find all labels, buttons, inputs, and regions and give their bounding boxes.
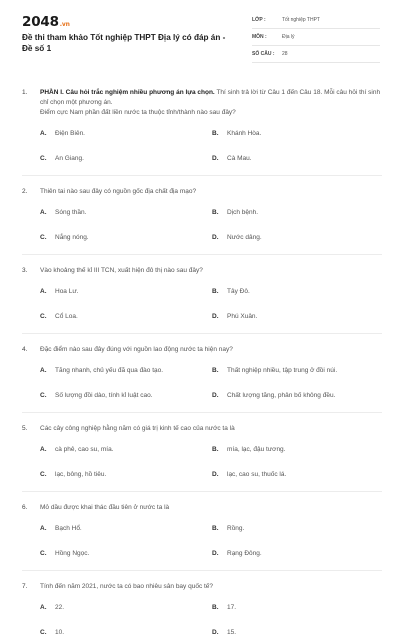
option-letter: D. bbox=[212, 234, 219, 241]
answer-option[interactable] bbox=[212, 312, 392, 321]
answer-option[interactable] bbox=[40, 208, 212, 217]
divider bbox=[22, 333, 382, 334]
option-letter: D. bbox=[212, 155, 219, 162]
option-text: mía, lạc, đậu tương. bbox=[227, 446, 286, 453]
option-text: Khánh Hòa. bbox=[227, 130, 262, 137]
answer-option[interactable] bbox=[40, 445, 212, 454]
option-letter: C. bbox=[40, 629, 47, 636]
question-item bbox=[22, 503, 382, 571]
option-text: Phú Xuân. bbox=[227, 313, 258, 320]
question-item bbox=[22, 88, 382, 176]
answer-option[interactable] bbox=[40, 470, 212, 479]
option-letter: D. bbox=[212, 313, 219, 320]
question-number: 5. bbox=[22, 425, 28, 432]
option-letter: D. bbox=[212, 550, 219, 557]
exam-meta bbox=[252, 12, 380, 63]
option-text: Nước dâng. bbox=[227, 234, 262, 241]
answer-option[interactable] bbox=[212, 391, 392, 400]
question-text: Vào khoảng thế kỉ III TCN, xuất hiện đô thị nào sau đây? bbox=[40, 267, 203, 274]
option-letter: A. bbox=[40, 130, 47, 137]
answer-option[interactable] bbox=[40, 524, 212, 533]
answer-option[interactable] bbox=[40, 129, 212, 138]
option-text: Chất lượng tăng, phân bố không đều. bbox=[227, 392, 336, 399]
option-text: Tăng nhanh, chủ yếu đã qua đào tạo. bbox=[55, 367, 164, 374]
answer-option[interactable] bbox=[40, 549, 212, 558]
answer-option[interactable] bbox=[212, 603, 392, 612]
answer-option[interactable] bbox=[212, 287, 392, 296]
question-number: 1. bbox=[22, 89, 28, 96]
logo-text: 2048 bbox=[22, 14, 59, 30]
answer-option[interactable] bbox=[40, 154, 212, 163]
part-intro bbox=[40, 88, 382, 108]
option-letter: C. bbox=[40, 234, 47, 241]
part-instruction: Thí sinh trả lời từ Câu 1 đến Câu 18. Mỗi câu hỏi thí sinh chỉ chọn một phương án. bbox=[40, 89, 381, 106]
question-number: 6. bbox=[22, 504, 28, 511]
question-text: Tính đến năm 2021, nước ta có bao nhiêu sân bay quốc tế? bbox=[40, 583, 214, 590]
option-letter: C. bbox=[40, 471, 47, 478]
meta-value: Tốt nghiệp THPT bbox=[282, 17, 320, 23]
option-letter: B. bbox=[212, 446, 219, 453]
divider bbox=[22, 491, 382, 492]
meta-key: LỚP : bbox=[252, 17, 266, 23]
divider bbox=[22, 254, 382, 255]
meta-row-class bbox=[252, 12, 380, 29]
question-number: 2. bbox=[22, 188, 28, 195]
option-text: 10. bbox=[55, 629, 65, 636]
question-item bbox=[22, 582, 382, 637]
answer-option[interactable] bbox=[212, 445, 392, 454]
question-item bbox=[22, 187, 382, 255]
answer-option[interactable] bbox=[40, 391, 212, 400]
meta-row-subject bbox=[252, 29, 380, 46]
option-text: Rồng. bbox=[227, 525, 245, 532]
question-list bbox=[22, 88, 382, 637]
answer-options bbox=[40, 603, 382, 637]
logo-suffix: .vn bbox=[59, 21, 70, 28]
option-letter: D. bbox=[212, 471, 219, 478]
option-text: Rạng Đông. bbox=[227, 550, 262, 557]
answer-option[interactable] bbox=[212, 524, 392, 533]
option-letter: A. bbox=[40, 209, 47, 216]
answer-option[interactable] bbox=[40, 233, 212, 242]
option-letter: C. bbox=[40, 550, 47, 557]
answer-option[interactable] bbox=[212, 470, 392, 479]
answer-option[interactable] bbox=[40, 366, 212, 375]
answer-option[interactable] bbox=[40, 312, 212, 321]
option-letter: A. bbox=[40, 525, 47, 532]
option-text: 17. bbox=[227, 604, 237, 611]
answer-option[interactable] bbox=[212, 154, 392, 163]
meta-value: Địa lý bbox=[282, 34, 295, 40]
answer-option[interactable] bbox=[40, 628, 212, 637]
meta-row-count bbox=[252, 46, 380, 63]
answer-options bbox=[40, 524, 382, 558]
answer-options bbox=[40, 366, 382, 400]
answer-options bbox=[40, 129, 382, 163]
option-text: Bạch Hổ. bbox=[55, 525, 82, 532]
option-text: Nắng nóng. bbox=[55, 234, 89, 241]
option-text: 22. bbox=[55, 604, 65, 611]
option-letter: B. bbox=[212, 288, 219, 295]
site-logo[interactable] bbox=[22, 14, 70, 30]
question-item bbox=[22, 424, 382, 492]
option-text: Số lượng đồi dào, tính kỉ luật cao. bbox=[55, 392, 153, 399]
answer-option[interactable] bbox=[212, 208, 392, 217]
option-letter: B. bbox=[212, 525, 219, 532]
answer-option[interactable] bbox=[212, 366, 392, 375]
option-letter: A. bbox=[40, 367, 47, 374]
option-letter: A. bbox=[40, 288, 47, 295]
option-text: Hồng Ngọc. bbox=[55, 550, 90, 557]
option-text: Cổ Loa. bbox=[55, 313, 78, 320]
answer-option[interactable] bbox=[40, 603, 212, 612]
answer-option[interactable] bbox=[212, 129, 392, 138]
meta-value: 28 bbox=[282, 51, 288, 57]
option-letter: C. bbox=[40, 392, 47, 399]
question-text: Điểm cực Nam phần đất liền nước ta thuộc tỉnh/thành nào sau đây? bbox=[40, 109, 236, 116]
exam-title: Đề thi tham khảo Tốt nghiệp THPT Địa lý có đáp án - Đề số 1 bbox=[22, 33, 226, 53]
question-text: Mỏ dầu được khai thác đầu tiên ở nước ta là bbox=[40, 504, 170, 511]
option-letter: C. bbox=[40, 313, 47, 320]
answer-option[interactable] bbox=[40, 287, 212, 296]
answer-options bbox=[40, 208, 382, 242]
option-letter: D. bbox=[212, 392, 219, 399]
option-text: lạc, cao su, thuốc lá. bbox=[227, 471, 287, 478]
option-letter: D. bbox=[212, 629, 219, 636]
meta-key: SỐ CÂU : bbox=[252, 51, 275, 57]
meta-key: MÔN : bbox=[252, 34, 267, 40]
divider bbox=[22, 570, 382, 571]
answer-option[interactable] bbox=[212, 233, 392, 242]
page-header bbox=[0, 0, 400, 74]
divider bbox=[22, 175, 382, 176]
part-heading: PHẦN I. Câu hỏi trắc nghiệm nhiều phương án lựa chọn. bbox=[40, 89, 215, 96]
option-letter: B. bbox=[212, 367, 219, 374]
answer-options bbox=[40, 445, 382, 479]
option-letter: C. bbox=[40, 155, 47, 162]
option-text: Sóng thần. bbox=[55, 209, 87, 216]
answer-option[interactable] bbox=[212, 628, 392, 637]
question-text: Thiên tai nào sau đây có nguồn gốc địa chất địa mạo? bbox=[40, 188, 197, 195]
option-letter: B. bbox=[212, 130, 219, 137]
option-text: An Giang. bbox=[55, 155, 84, 162]
option-letter: B. bbox=[212, 209, 219, 216]
option-text: Hoa Lư. bbox=[55, 288, 79, 295]
question-text: Các cây công nghiệp hằng năm có giá trị kinh tế cao của nước ta là bbox=[40, 425, 235, 432]
option-text: Thất nghiệp nhiều, tập trung ở đồi núi. bbox=[227, 367, 338, 374]
option-text: lạc, bông, hồ tiêu. bbox=[55, 471, 107, 478]
question-text: Đặc điểm nào sau đây đúng với nguồn lao động nước ta hiện nay? bbox=[40, 346, 233, 353]
option-letter: A. bbox=[40, 446, 47, 453]
question-number: 4. bbox=[22, 346, 28, 353]
answer-options bbox=[40, 287, 382, 321]
option-letter: A. bbox=[40, 604, 47, 611]
option-text: Điện Biên. bbox=[55, 130, 85, 137]
answer-option[interactable] bbox=[212, 549, 392, 558]
question-item bbox=[22, 345, 382, 413]
question-item bbox=[22, 266, 382, 334]
question-number: 7. bbox=[22, 583, 28, 590]
option-text: Dịch bệnh. bbox=[227, 209, 259, 216]
question-number: 3. bbox=[22, 267, 28, 274]
option-text: cà phê, cao su, mía. bbox=[55, 446, 114, 453]
option-text: Tây Đô. bbox=[227, 288, 250, 295]
option-text: Cà Mau. bbox=[227, 155, 252, 162]
divider bbox=[22, 412, 382, 413]
option-letter: B. bbox=[212, 604, 219, 611]
option-text: 15. bbox=[227, 629, 237, 636]
